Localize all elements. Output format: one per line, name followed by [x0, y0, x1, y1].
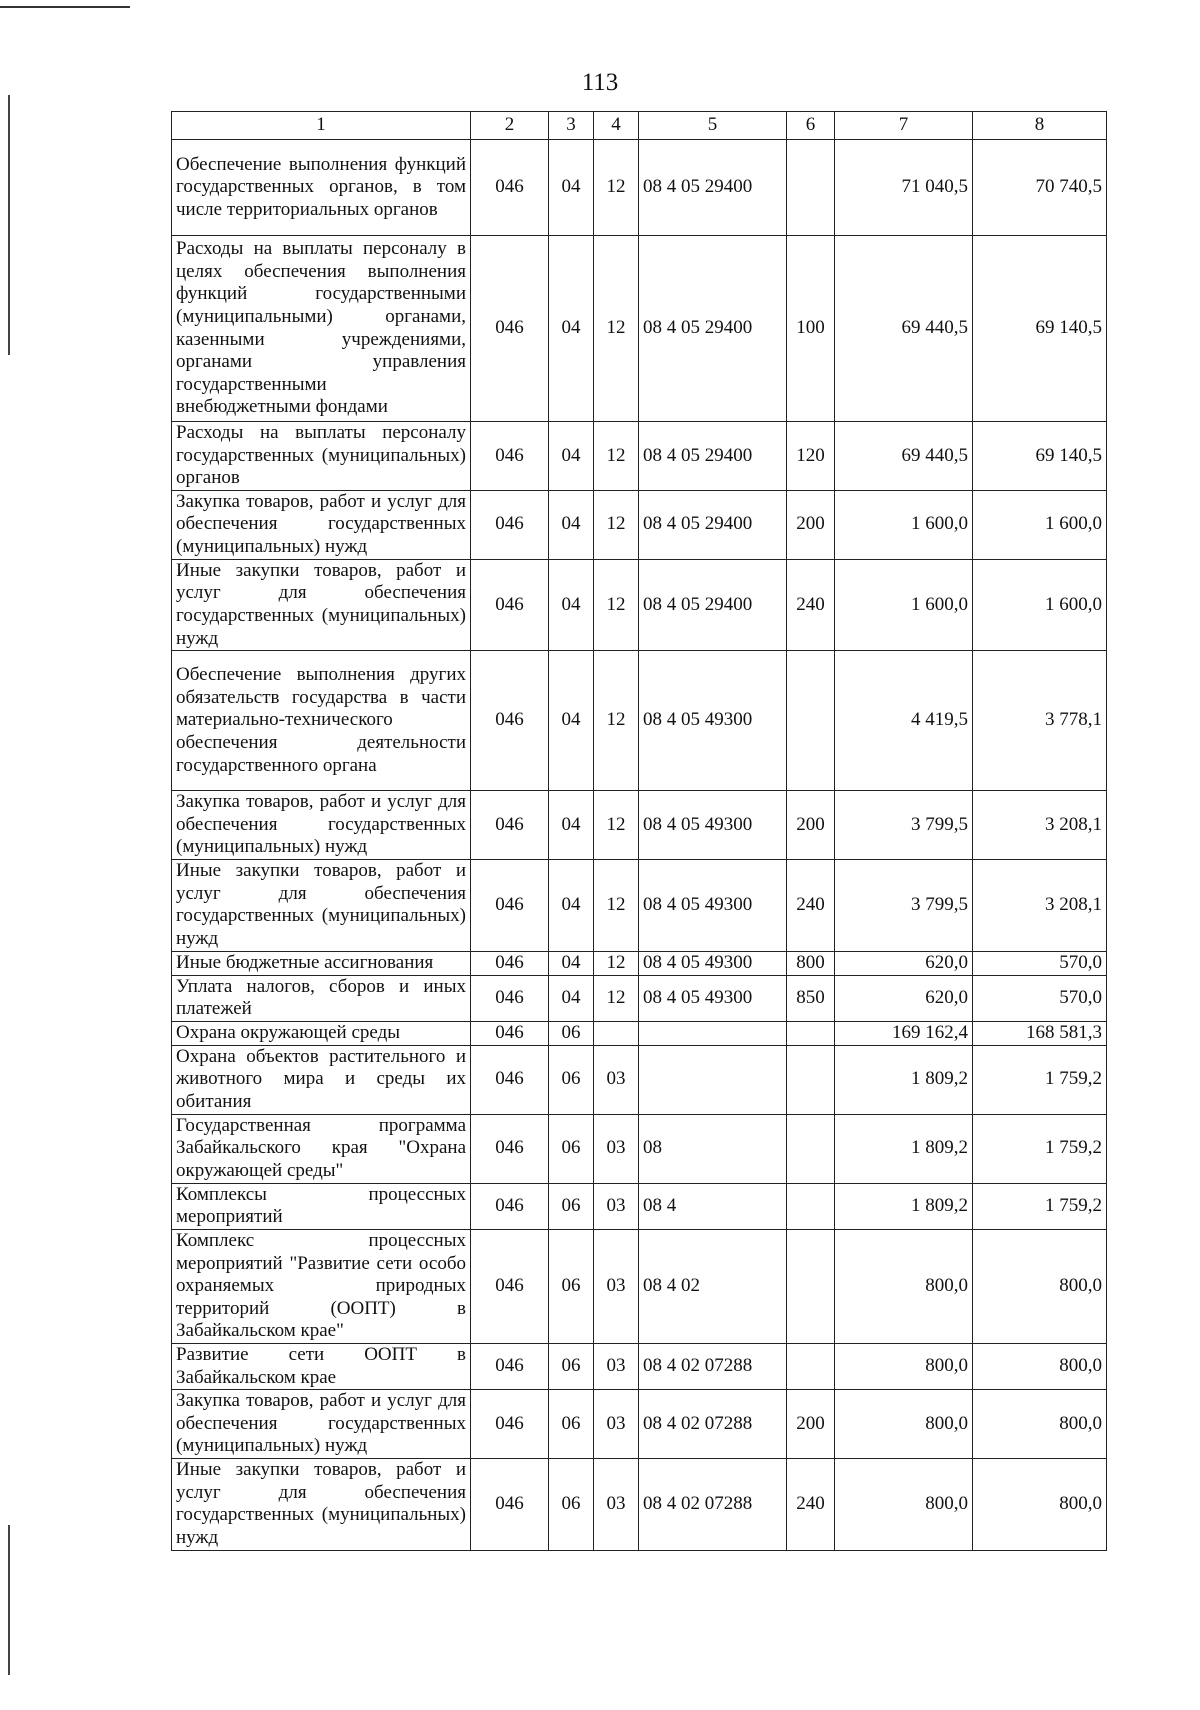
row-department-cell: 046: [471, 559, 549, 650]
row-subsection-cell: 03: [594, 1114, 639, 1183]
row-expense-type-cell: [787, 1183, 835, 1229]
row-section-cell: 06: [549, 1045, 594, 1114]
row-amount-2-cell: 69 140,5: [973, 422, 1107, 491]
row-amount-1-cell: 800,0: [835, 1458, 973, 1550]
row-department-cell: 046: [471, 975, 549, 1021]
row-expense-type-cell: [787, 651, 835, 791]
row-name-cell: Закупка товаров, работ и услуг для обеспечения государственных (муниципальных) нужд: [172, 490, 471, 559]
row-expense-type-cell: 240: [787, 559, 835, 650]
table-row: [172, 951, 1107, 975]
row-target-article-cell: 08 4 05 29400: [639, 422, 787, 491]
row-target-article-cell: 08 4 05 49300: [639, 975, 787, 1021]
row-amount-1-cell: 1 809,2: [835, 1114, 973, 1183]
row-expense-type-cell: [787, 1114, 835, 1183]
row-name-cell: Расходы на выплаты персоналу государственных (муниципальных) органов: [172, 422, 471, 491]
row-section-cell: 06: [549, 1021, 594, 1045]
column-header: 1: [172, 112, 471, 140]
table-row: [172, 975, 1107, 1021]
row-amount-1-cell: 1 600,0: [835, 490, 973, 559]
table-row: [172, 490, 1107, 559]
table-row: [172, 1390, 1107, 1459]
budget-table: [171, 111, 1107, 1551]
row-subsection-cell: 03: [594, 1390, 639, 1459]
row-expense-type-cell: [787, 1343, 835, 1389]
row-subsection-cell: 03: [594, 1183, 639, 1229]
row-department-cell: 046: [471, 859, 549, 951]
row-name-cell: Расходы на выплаты персоналу в целях обеспечения выполнения функций государственными (муниципальными) органами, казенными учреждениями, органами управления государственными внебюджетными фондами: [172, 236, 471, 422]
row-department-cell: 046: [471, 1045, 549, 1114]
table-row: [172, 140, 1107, 236]
table-row: [172, 1045, 1107, 1114]
row-name-cell: Обеспечение выполнения других обязательств государства в части материально-технического обеспечения деятельности государственного органа: [172, 651, 471, 791]
table-row: [172, 859, 1107, 951]
row-target-article-cell: 08 4 02 07288: [639, 1458, 787, 1550]
row-target-article-cell: 08 4 02 07288: [639, 1390, 787, 1459]
row-amount-1-cell: 1 809,2: [835, 1183, 973, 1229]
row-target-article-cell: 08: [639, 1114, 787, 1183]
row-amount-1-cell: 3 799,5: [835, 859, 973, 951]
row-expense-type-cell: 200: [787, 791, 835, 860]
row-subsection-cell: 03: [594, 1229, 639, 1343]
row-section-cell: 06: [549, 1229, 594, 1343]
row-department-cell: 046: [471, 1114, 549, 1183]
row-amount-1-cell: 3 799,5: [835, 791, 973, 860]
row-subsection-cell: 03: [594, 1045, 639, 1114]
row-subsection-cell: 12: [594, 140, 639, 236]
row-department-cell: 046: [471, 791, 549, 860]
row-subsection-cell: 12: [594, 651, 639, 791]
row-expense-type-cell: 200: [787, 1390, 835, 1459]
row-section-cell: 04: [549, 559, 594, 650]
row-subsection-cell: [594, 1021, 639, 1045]
row-section-cell: 06: [549, 1343, 594, 1389]
row-target-article-cell: 08 4 05 29400: [639, 490, 787, 559]
table-row: [172, 1183, 1107, 1229]
row-amount-2-cell: 3 208,1: [973, 859, 1107, 951]
row-section-cell: 04: [549, 236, 594, 422]
row-target-article-cell: 08 4 02: [639, 1229, 787, 1343]
column-header: 7: [835, 112, 973, 140]
row-target-article-cell: [639, 1021, 787, 1045]
row-amount-1-cell: 620,0: [835, 951, 973, 975]
row-name-cell: Иные закупки товаров, работ и услуг для обеспечения государственных (муниципальных) нужд: [172, 859, 471, 951]
row-amount-1-cell: 69 440,5: [835, 422, 973, 491]
row-name-cell: Иные закупки товаров, работ и услуг для обеспечения государственных (муниципальных) нужд: [172, 559, 471, 650]
row-amount-2-cell: 3 208,1: [973, 791, 1107, 860]
row-target-article-cell: 08 4 05 29400: [639, 559, 787, 650]
row-department-cell: 046: [471, 1021, 549, 1045]
row-name-cell: Охрана объектов растительного и животного мира и среды их обитания: [172, 1045, 471, 1114]
table-row: [172, 559, 1107, 650]
row-target-article-cell: [639, 1045, 787, 1114]
row-amount-1-cell: 800,0: [835, 1390, 973, 1459]
row-amount-2-cell: 1 759,2: [973, 1183, 1107, 1229]
row-name-cell: Комплекс процессных мероприятий "Развитие сети особо охраняемых природных территорий (ООПТ) в Забайкальском крае": [172, 1229, 471, 1343]
row-name-cell: Закупка товаров, работ и услуг для обеспечения государственных (муниципальных) нужд: [172, 1390, 471, 1459]
row-subsection-cell: 03: [594, 1343, 639, 1389]
row-amount-2-cell: 3 778,1: [973, 651, 1107, 791]
row-target-article-cell: 08 4 05 49300: [639, 859, 787, 951]
row-section-cell: 04: [549, 975, 594, 1021]
table-row: [172, 791, 1107, 860]
column-header: 4: [594, 112, 639, 140]
row-expense-type-cell: 850: [787, 975, 835, 1021]
row-target-article-cell: 08 4 05 49300: [639, 951, 787, 975]
row-amount-2-cell: 1 759,2: [973, 1114, 1107, 1183]
row-section-cell: 06: [549, 1183, 594, 1229]
row-target-article-cell: 08 4 05 49300: [639, 651, 787, 791]
table-row: [172, 651, 1107, 791]
row-name-cell: Иные бюджетные ассигнования: [172, 951, 471, 975]
row-amount-1-cell: 1 600,0: [835, 559, 973, 650]
row-department-cell: 046: [471, 140, 549, 236]
row-target-article-cell: 08 4 05 29400: [639, 236, 787, 422]
row-amount-1-cell: 1 809,2: [835, 1045, 973, 1114]
row-section-cell: 04: [549, 490, 594, 559]
row-amount-2-cell: 1 600,0: [973, 559, 1107, 650]
row-name-cell: Охрана окружающей среды: [172, 1021, 471, 1045]
column-header: 2: [471, 112, 549, 140]
row-subsection-cell: 12: [594, 791, 639, 860]
row-section-cell: 04: [549, 859, 594, 951]
row-expense-type-cell: 200: [787, 490, 835, 559]
row-section-cell: 06: [549, 1114, 594, 1183]
header-row: [172, 112, 1107, 140]
row-expense-type-cell: 120: [787, 422, 835, 491]
row-expense-type-cell: 240: [787, 859, 835, 951]
row-department-cell: 046: [471, 1390, 549, 1459]
row-section-cell: 06: [549, 1458, 594, 1550]
row-subsection-cell: 12: [594, 951, 639, 975]
row-amount-2-cell: 800,0: [973, 1390, 1107, 1459]
table-row: [172, 422, 1107, 491]
row-subsection-cell: 12: [594, 859, 639, 951]
row-amount-2-cell: 1 759,2: [973, 1045, 1107, 1114]
row-amount-2-cell: 570,0: [973, 951, 1107, 975]
row-amount-2-cell: 800,0: [973, 1229, 1107, 1343]
row-section-cell: 06: [549, 1390, 594, 1459]
scan-border-mark: [8, 1525, 10, 1675]
table-row: [172, 1229, 1107, 1343]
row-department-cell: 046: [471, 1343, 549, 1389]
row-amount-1-cell: 800,0: [835, 1343, 973, 1389]
row-amount-2-cell: 800,0: [973, 1343, 1107, 1389]
row-section-cell: 04: [549, 140, 594, 236]
row-name-cell: Развитие сети ООПТ в Забайкальском крае: [172, 1343, 471, 1389]
column-header: 8: [973, 112, 1107, 140]
row-department-cell: 046: [471, 422, 549, 491]
row-expense-type-cell: 100: [787, 236, 835, 422]
row-department-cell: 046: [471, 951, 549, 975]
row-subsection-cell: 12: [594, 490, 639, 559]
row-target-article-cell: 08 4: [639, 1183, 787, 1229]
row-section-cell: 04: [549, 791, 594, 860]
row-expense-type-cell: 800: [787, 951, 835, 975]
row-subsection-cell: 12: [594, 422, 639, 491]
scan-border-mark: [8, 95, 10, 355]
row-amount-1-cell: 620,0: [835, 975, 973, 1021]
row-amount-2-cell: 69 140,5: [973, 236, 1107, 422]
row-name-cell: Закупка товаров, работ и услуг для обеспечения государственных (муниципальных) нужд: [172, 791, 471, 860]
row-department-cell: 046: [471, 651, 549, 791]
table-row: [172, 236, 1107, 422]
table-row: [172, 1458, 1107, 1550]
row-department-cell: 046: [471, 1229, 549, 1343]
row-department-cell: 046: [471, 490, 549, 559]
row-department-cell: 046: [471, 1183, 549, 1229]
row-name-cell: Обеспечение выполнения функций государственных органов, в том числе территориальных органов: [172, 140, 471, 236]
row-department-cell: 046: [471, 1458, 549, 1550]
row-section-cell: 04: [549, 651, 594, 791]
row-section-cell: 04: [549, 951, 594, 975]
row-amount-2-cell: 168 581,3: [973, 1021, 1107, 1045]
column-header: 3: [549, 112, 594, 140]
row-name-cell: Государственная программа Забайкальского края "Охрана окружающей среды": [172, 1114, 471, 1183]
table-body: [172, 140, 1107, 1551]
row-amount-2-cell: 70 740,5: [973, 140, 1107, 236]
row-amount-1-cell: 71 040,5: [835, 140, 973, 236]
row-subsection-cell: 12: [594, 975, 639, 1021]
row-expense-type-cell: 240: [787, 1458, 835, 1550]
table-row: [172, 1114, 1107, 1183]
table-row: [172, 1021, 1107, 1045]
row-expense-type-cell: [787, 140, 835, 236]
row-amount-1-cell: 169 162,4: [835, 1021, 973, 1045]
scan-border-mark: [0, 6, 130, 8]
row-department-cell: 046: [471, 236, 549, 422]
row-amount-2-cell: 800,0: [973, 1458, 1107, 1550]
row-expense-type-cell: [787, 1021, 835, 1045]
row-target-article-cell: 08 4 02 07288: [639, 1343, 787, 1389]
row-name-cell: Иные закупки товаров, работ и услуг для обеспечения государственных (муниципальных) нужд: [172, 1458, 471, 1550]
row-section-cell: 04: [549, 422, 594, 491]
row-target-article-cell: 08 4 05 49300: [639, 791, 787, 860]
row-amount-2-cell: 570,0: [973, 975, 1107, 1021]
row-name-cell: Комплексы процессных мероприятий: [172, 1183, 471, 1229]
row-amount-2-cell: 1 600,0: [973, 490, 1107, 559]
table-row: [172, 1343, 1107, 1389]
row-subsection-cell: 12: [594, 236, 639, 422]
row-amount-1-cell: 69 440,5: [835, 236, 973, 422]
row-subsection-cell: 03: [594, 1458, 639, 1550]
row-target-article-cell: 08 4 05 29400: [639, 140, 787, 236]
row-amount-1-cell: 800,0: [835, 1229, 973, 1343]
column-header: 6: [787, 112, 835, 140]
page-number: 113: [581, 69, 619, 96]
row-name-cell: Уплата налогов, сборов и иных платежей: [172, 975, 471, 1021]
column-header: 5: [639, 112, 787, 140]
row-expense-type-cell: [787, 1229, 835, 1343]
row-subsection-cell: 12: [594, 559, 639, 650]
row-expense-type-cell: [787, 1045, 835, 1114]
row-amount-1-cell: 4 419,5: [835, 651, 973, 791]
